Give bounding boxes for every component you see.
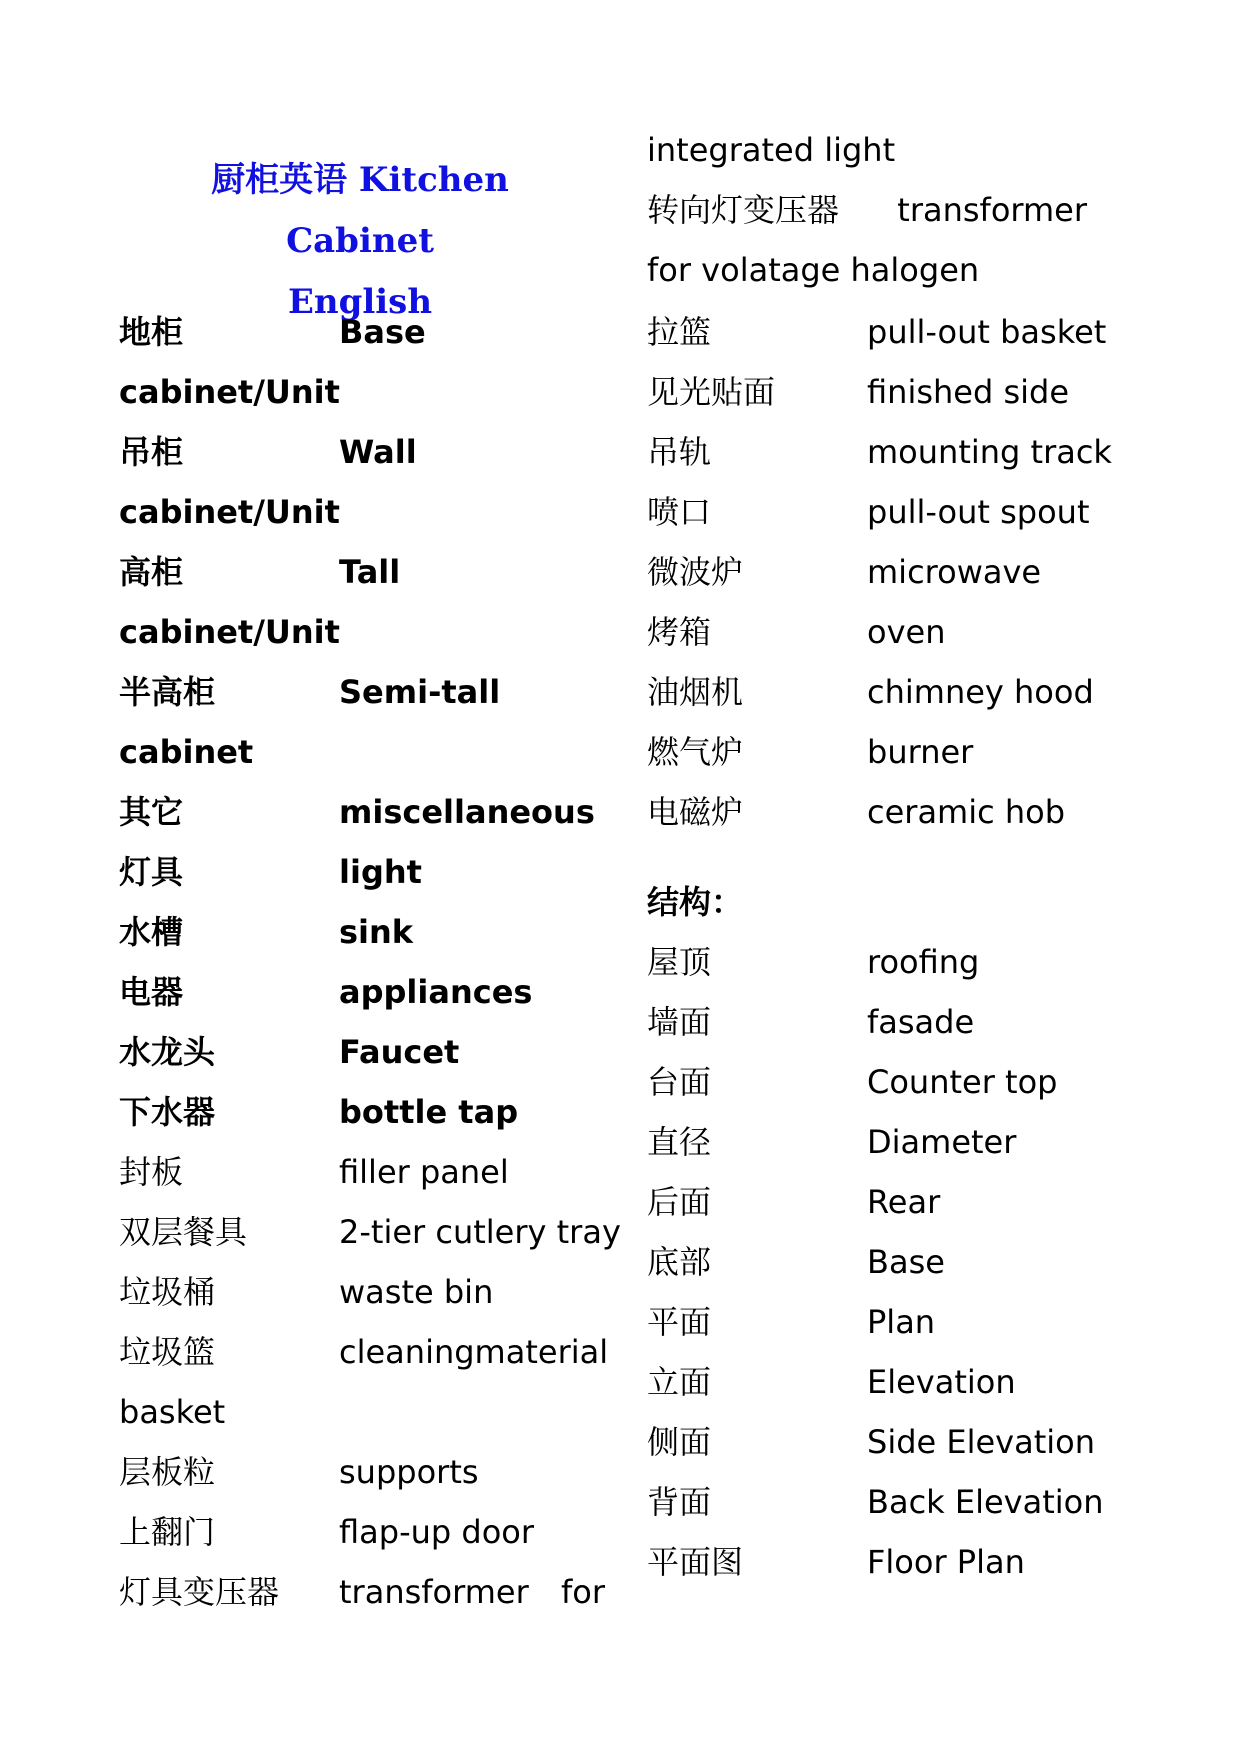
- term-english: 2-tier cutlery tray: [339, 1213, 621, 1251]
- term-english: Wall: [339, 433, 417, 471]
- term-chinese: 水龙头: [119, 1033, 216, 1071]
- term-english: Faucet: [339, 1033, 460, 1071]
- term-chinese: 封板: [119, 1153, 184, 1191]
- term-english: flap-up door: [339, 1513, 535, 1551]
- term-chinese: 墙面: [647, 1003, 712, 1041]
- term-english: light: [339, 853, 422, 891]
- term-english: waste bin: [339, 1273, 494, 1311]
- term-chinese: 吊轨: [647, 433, 712, 471]
- term-english: microwave: [867, 553, 1042, 591]
- term-english-word: transformer: [339, 1573, 529, 1611]
- term-chinese: 见光贴面: [647, 373, 776, 411]
- term-english-continuation: integrated light: [647, 131, 896, 169]
- term-chinese: 电器: [119, 973, 184, 1011]
- title-line-2: English: [287, 282, 433, 322]
- term-english: ceramic hob: [867, 793, 1066, 831]
- term-chinese: 侧面: [647, 1423, 712, 1461]
- term-chinese: 平面图: [647, 1543, 744, 1581]
- term-english: filler panel: [339, 1153, 509, 1191]
- term-english-word: cleaning: [339, 1333, 475, 1371]
- term-chinese: 立面: [647, 1363, 712, 1401]
- title-line-1: 厨柜英语 Kitchen Cabinet: [211, 160, 509, 261]
- term-english: burner: [867, 733, 974, 771]
- term-chinese: 台面: [647, 1063, 712, 1101]
- term-chinese: 垃圾篮: [119, 1333, 216, 1371]
- term-chinese: 背面: [647, 1483, 712, 1521]
- term-english: pull-out basket: [867, 313, 1107, 351]
- term-english: Side Elevation: [867, 1423, 1096, 1461]
- term-chinese: 平面: [647, 1303, 712, 1341]
- term-chinese: 拉篮: [647, 313, 712, 351]
- term-chinese: 下水器: [119, 1093, 216, 1131]
- term-chinese: 燃气炉: [647, 733, 744, 771]
- term-english: Counter top: [867, 1063, 1058, 1101]
- term-english-continuation: basket: [119, 1393, 226, 1431]
- term-chinese: 后面: [647, 1183, 712, 1221]
- term-english: appliances: [339, 973, 533, 1011]
- term-english: Diameter: [867, 1123, 1017, 1161]
- term-chinese: 直径: [647, 1123, 712, 1161]
- term-english: Base: [867, 1243, 945, 1281]
- term-chinese: 层板粒: [119, 1453, 216, 1491]
- term-english: Tall: [339, 553, 401, 591]
- term-chinese: 高柜: [119, 553, 184, 591]
- term-chinese: 上翻门: [119, 1513, 216, 1551]
- term-chinese: 屋顶: [647, 943, 712, 981]
- term-chinese: 灯具: [119, 853, 184, 891]
- term-chinese: 半高柜: [119, 673, 216, 711]
- term-chinese: 吊柜: [119, 433, 184, 471]
- term-chinese: 烤箱: [647, 613, 712, 651]
- term-chinese: 喷口: [647, 493, 712, 531]
- term-english: Rear: [867, 1183, 941, 1221]
- term-english-word: for: [561, 1573, 605, 1611]
- term-chinese: 垃圾桶: [119, 1273, 216, 1311]
- term-chinese: 电磁炉: [647, 793, 744, 831]
- term-chinese: 双层餐具: [119, 1213, 248, 1251]
- term-english: Back Elevation: [867, 1483, 1104, 1521]
- term-chinese: 油烟机: [647, 673, 744, 711]
- term-english: Floor Plan: [867, 1543, 1025, 1581]
- term-english-word: material: [474, 1333, 609, 1371]
- term-chinese: 灯具变压器: [119, 1573, 280, 1611]
- term-english: roofing: [867, 943, 980, 981]
- term-english-continuation: cabinet: [119, 733, 254, 771]
- term-english-continuation: cabinet/Unit: [119, 493, 340, 531]
- term-english: [339, 1562, 605, 1623]
- term-chinese: 水槽: [119, 913, 184, 951]
- term-english: finished side: [867, 373, 1070, 411]
- term-english: sink: [339, 913, 414, 951]
- term-english: fasade: [867, 1003, 975, 1041]
- term-chinese: 其它: [119, 793, 184, 831]
- term-english: supports: [339, 1453, 479, 1491]
- term-pair: [647, 180, 1087, 241]
- term-english-continuation: for volatage halogen: [647, 251, 980, 289]
- term-english: Plan: [867, 1303, 936, 1341]
- term-english: transformer: [897, 191, 1087, 229]
- section-heading-text: 结构：: [647, 883, 744, 921]
- term-english: chimney hood: [867, 673, 1094, 711]
- term-english: miscellaneous: [339, 793, 595, 831]
- term-english-continuation: cabinet/Unit: [119, 373, 340, 411]
- term-english: bottle tap: [339, 1093, 519, 1131]
- term-english: Elevation: [867, 1363, 1016, 1401]
- term-english: Semi-tall: [339, 673, 501, 711]
- term-chinese: 微波炉: [647, 553, 744, 591]
- term-english: pull-out spout: [867, 493, 1090, 531]
- term-chinese: 转向灯变压器: [647, 191, 840, 229]
- term-english: mounting track: [867, 433, 1112, 471]
- term-english-continuation: cabinet/Unit: [119, 613, 340, 651]
- term-chinese: 地柜: [119, 313, 184, 351]
- term-english: Base: [339, 313, 426, 351]
- term-chinese: 底部: [647, 1243, 712, 1281]
- term-english: [339, 1322, 609, 1383]
- term-english: oven: [867, 613, 946, 651]
